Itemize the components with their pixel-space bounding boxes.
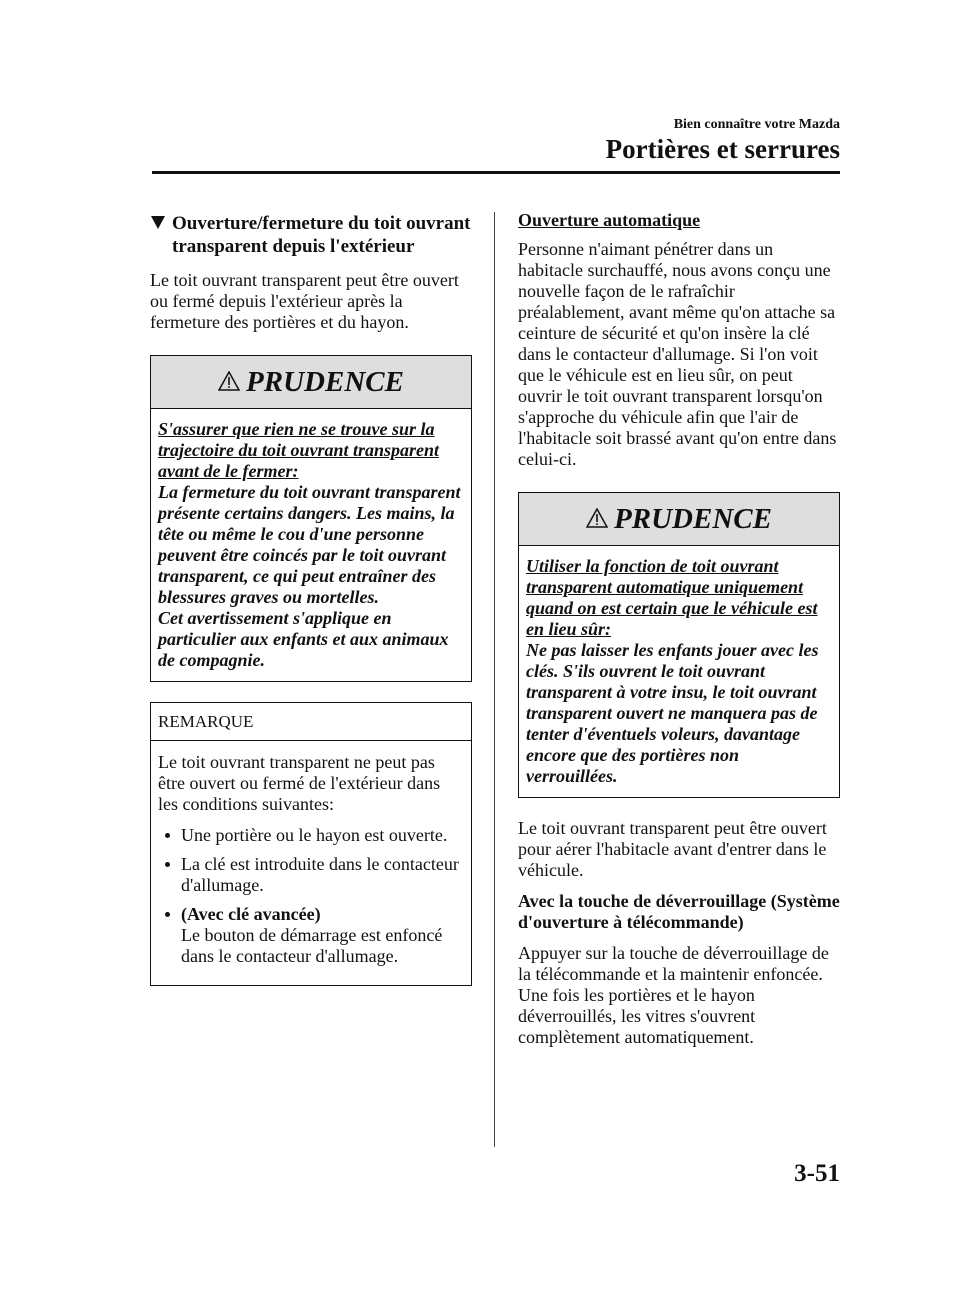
caution-header [519, 493, 839, 546]
warning-triangle-icon [586, 508, 608, 528]
caution-underlined: Utiliser la fonction de toit ouvrant transparent automatique uniquement quand on est certain que le véhicule est en lieu sûr: [526, 556, 818, 639]
caution-box-right [518, 492, 840, 798]
section-heading [150, 212, 472, 258]
right-column [518, 210, 840, 1058]
header-subtitle: Bien connaître votre Mazda [673, 117, 840, 132]
paragraph: Personne n'aimant pénétrer dans un habitacle surchauffé, nous avons conçu une nouvelle façon de le rafraîchir préalablement, avant même qu'on attache sa ceinture de sécurité et qu'on insère la clé dans le contacteur d'allumage. Si l'on voit que le véhicule est en lieu sûr, on peut ouvrir le toit ouvrant transparent lorsqu'on s'approche du véhicule afin que l'air de l'habitacle soit brassé avant qu'on entre dans celui-ci. [518, 239, 837, 469]
caution-extra: Cet avertissement s'applique en particulier aux enfants et aux animaux de compagnie. [158, 608, 449, 670]
caution-body [151, 409, 471, 681]
caution-underlined: S'assurer que rien ne se trouve sur la trajectoire du toit ouvrant transparent avant de le fermer: [158, 419, 440, 481]
caution-title: PRUDENCE [246, 366, 404, 398]
triangle-down-icon [151, 216, 165, 229]
caution-header [151, 356, 471, 409]
bullet-icon [165, 833, 170, 838]
header-rule [152, 171, 840, 174]
list-item: (Avec clé avancée) Le bouton de démarrage est enfoncé dans le contacteur d'allumage. [158, 904, 464, 967]
intro-paragraph: Le toit ouvrant transparent peut être ouvert ou fermé depuis l'extérieur après la fermeture des portières et du hayon. [150, 270, 459, 332]
bold-heading: Avec la touche de déverrouillage (Système d'ouverture à télécommande) [518, 891, 840, 932]
page-number: 3-51 [794, 1160, 840, 1187]
paragraph: Appuyer sur la touche de déverrouillage de la télécommande et la maintenir enfoncée. Une fois les portières et le hayon déverrouillés, les vitres s'ouvrent complètement automatiquement. [518, 943, 829, 1047]
left-column [150, 210, 472, 986]
caution-body [519, 546, 839, 797]
note-body [151, 741, 471, 985]
note-header: REMARQUE [151, 703, 471, 741]
list-item: Une portière ou le hayon est ouverte. [158, 825, 464, 846]
note-box [150, 702, 472, 986]
list-item: La clé est introduite dans le contacteur d'allumage. [158, 854, 464, 896]
header-title: Portières et serrures [605, 134, 840, 164]
note-intro: Le toit ouvrant transparent ne peut pas être ouvert ou fermé de l'extérieur dans les conditions suivantes: [158, 752, 441, 814]
caution-title: PRUDENCE [614, 503, 772, 535]
caution-text: Ne pas laisser les enfants jouer avec les clés. S'ils ouvrent le toit ouvrant transparent à votre insu, le toit ouvrant transparent ouvert ne manquera pas de tenter d'éventuels voleurs, davantage encore que des portières non verrouillées. [526, 640, 819, 786]
paragraph: Le toit ouvrant transparent peut être ouvert pour aérer l'habitacle avant d'entrer dans le véhicule. [518, 818, 827, 880]
caution-text: La fermeture du toit ouvrant transparent présente certains dangers. Les mains, la tête ou même le cou d'une personne peuvent être coincés par le toit ouvrant transparent, ce qui peut entraîner des blessures graves ou mortelles. [158, 482, 461, 607]
warning-triangle-icon [218, 371, 240, 391]
column-divider [494, 212, 495, 1147]
subheading: Ouverture automatique [518, 210, 701, 230]
bullet-icon [165, 912, 170, 917]
bullet-icon [165, 862, 170, 867]
note-list [158, 825, 464, 967]
caution-box-left [150, 355, 472, 682]
section-heading-text: Ouverture/fermeture du toit ouvrant transparent depuis l'extérieur [172, 213, 471, 257]
